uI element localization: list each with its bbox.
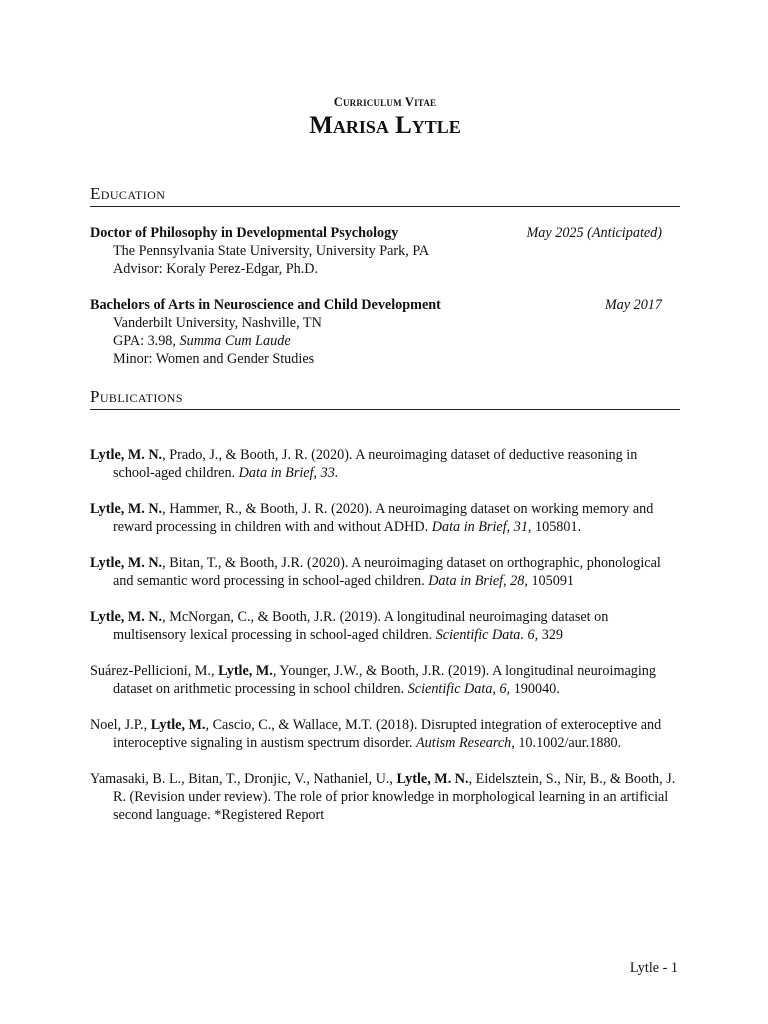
journal-text: Data in Brief [428, 573, 504, 589]
author-highlight: Lytle, M. N. [90, 447, 163, 463]
citation-text: , Younger, J.W., & Booth, J.R. (2019). A longitudinal neuroimaging dataset on arithmetic processing in school children. [113, 663, 656, 697]
citation-text: Noel, J.P., [90, 717, 151, 733]
degree-date: May 2017 [604, 297, 662, 313]
degree-date: May 2025 (Anticipated) [526, 225, 662, 241]
citation-text: Suárez-Pellicioni, M., [90, 663, 219, 679]
education-entry-phd [90, 224, 662, 278]
author-highlight: Lytle, M. [150, 717, 206, 733]
citation-text: , Hammer, R., & Booth, J. R. (2020). A neuroimaging dataset on working memory and reward processing in children with and without ADHD. [113, 501, 654, 535]
education-entry-ba [90, 296, 662, 368]
page-footer: Lytle - 1 [629, 960, 678, 976]
person-name: Marisa Lytle [309, 112, 461, 139]
publication-item [90, 554, 680, 590]
journal-text: Data in Brief [431, 519, 507, 535]
gpa-value: GPA: 3.98, [113, 333, 180, 349]
citation-text: , Prado, J., & Booth, J. R. (2020). A neuroimaging dataset of deductive reasoning in school-aged children. [113, 447, 638, 481]
author-highlight: Lytle, M. N. [90, 501, 163, 517]
journal-text: Scientific Data, 6, [407, 681, 511, 697]
citation-text: 10.1002/aur.1880. [514, 735, 622, 751]
document-label: Curriculum Vitae [333, 95, 437, 109]
citation-text: , Eidelsztein, S., Nir, B., & Booth, J. R. (Revision under review). The role of prior knowledge in morphological learning in an artificial second language. *Registered Report [113, 771, 676, 823]
gpa-honors: Summa Cum Laude [179, 333, 291, 349]
citation-text: 105091 [527, 573, 574, 589]
journal-text: Data in Brief, 33. [238, 465, 339, 481]
gpa [90, 332, 662, 350]
publication-item [90, 716, 680, 752]
citation-text: 329 [538, 627, 563, 643]
education-heading: Education [90, 183, 680, 207]
citation-text: , McNorgan, C., & Booth, J.R. (2019). A longitudinal neuroimaging dataset on multisensory lexical processing in school-aged children. [113, 609, 609, 643]
citation-text: , [503, 573, 511, 589]
author-highlight: Lytle, M. N. [90, 555, 163, 571]
citation-text: , Cascio, C., & Wallace, M.T. (2018). Disrupted integration of exteroceptive and interoceptive signaling in austism spectrum disorder. [113, 717, 662, 751]
citation-text: , 105801. [527, 519, 582, 535]
citation-text: Yamasaki, B. L., Bitan, T., Dronjic, V., Nathaniel, U., [90, 771, 397, 787]
journal-text: 31 [513, 519, 528, 535]
journal-text: Autism Research, [416, 735, 515, 751]
degree-title: Bachelors of Arts in Neuroscience and Child Development [90, 297, 441, 313]
publication-item [90, 500, 680, 536]
advisor: Advisor: Koraly Perez-Edgar, Ph.D. [113, 261, 319, 277]
citation-text: , [506, 519, 514, 535]
author-highlight: Lytle, M. N. [90, 609, 163, 625]
minor: Minor: Women and Gender Studies [113, 351, 315, 367]
institution: The Pennsylvania State University, University Park, PA [113, 243, 430, 259]
citation-text: , Bitan, T., & Booth, J.R. (2020). A neuroimaging dataset on orthographic, phonological and semantic word processing in school-aged children. [113, 555, 661, 589]
publication-item [90, 662, 680, 698]
author-highlight: Lytle, M. [218, 663, 273, 679]
publication-item [90, 770, 680, 824]
publication-item [90, 608, 680, 644]
author-highlight: Lytle, M. N. [396, 771, 469, 787]
journal-text: Scientific Data. 6, [435, 627, 539, 643]
institution: Vanderbilt University, Nashville, TN [113, 315, 322, 331]
publication-item [90, 446, 680, 482]
citation-text: 190040. [510, 681, 560, 697]
degree-title: Doctor of Philosophy in Developmental Psychology [90, 225, 399, 241]
publication-list [90, 446, 680, 842]
cv-page [90, 0, 680, 1024]
publications-heading: Publications [90, 386, 680, 410]
journal-text: 28, [510, 573, 528, 589]
